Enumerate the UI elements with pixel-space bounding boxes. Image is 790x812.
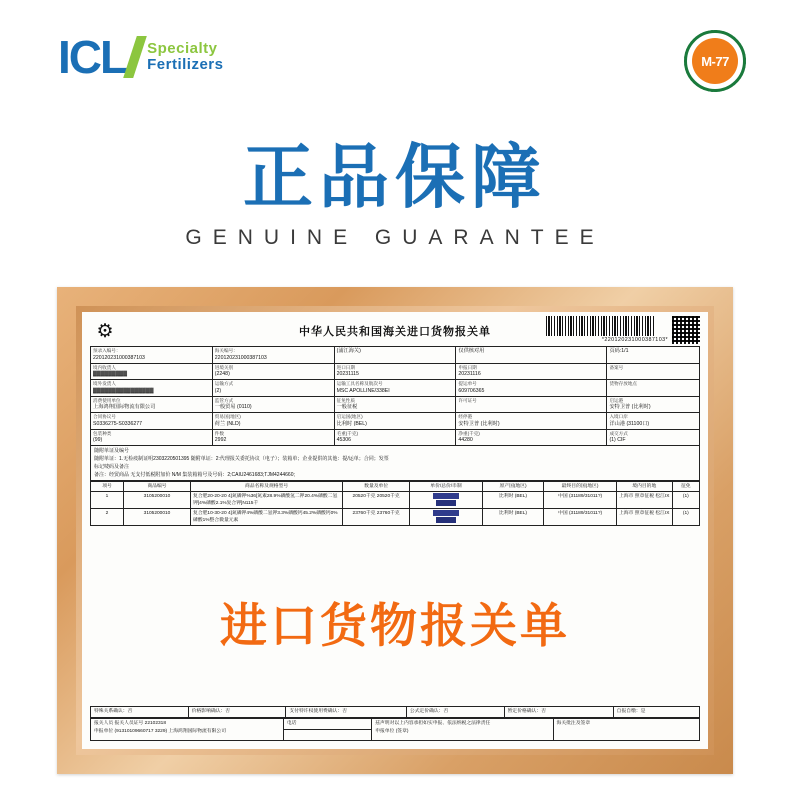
- cell-value: 否: [127, 709, 133, 714]
- cell-trade-country: [212, 413, 334, 430]
- col-price: 单价/总价/币制: [410, 482, 483, 492]
- cell-label: 毛重(千克): [336, 430, 359, 436]
- cell-label: 货物存放地点: [609, 381, 638, 386]
- cell-value: MSC APOLLINE/338EI: [336, 387, 390, 394]
- goods-table: [90, 481, 700, 526]
- table-row: [91, 347, 700, 364]
- cell-provisional-price: [504, 707, 613, 718]
- cell-label: 特殊关系确认：: [94, 709, 128, 714]
- cell-label: 包装种类: [93, 430, 112, 436]
- cell-self-declare: [613, 707, 699, 718]
- cell-hs-code: 3105200010: [124, 492, 191, 509]
- footer-confirm-table: [90, 706, 700, 718]
- cell-bill-no: [456, 380, 607, 397]
- cell-item-no: 2: [91, 509, 124, 526]
- cell-label: 征免性质: [336, 397, 355, 403]
- brand-mark-text: ICL: [58, 31, 127, 83]
- cell-label: 申报日期: [458, 364, 477, 370]
- cell-label: 海关编号：: [214, 348, 238, 353]
- col-goods-name: 商品名称及规格型号: [191, 482, 343, 492]
- cell-consignee: [91, 363, 213, 380]
- cell-label: 消费使用单位: [93, 397, 121, 403]
- cell-value: 2992: [214, 437, 227, 443]
- cell-label: 电话: [287, 721, 297, 726]
- cell-label: 许可证号: [458, 397, 477, 403]
- col-exemption: 征免: [672, 482, 699, 492]
- cell-gross-weight: [334, 429, 456, 446]
- cell-label: 合同协议号: [93, 414, 116, 419]
- cell-label: 价格影响确认：: [191, 709, 226, 714]
- cell-value: 44280: [458, 437, 473, 443]
- cell-label: 境外发货人: [93, 381, 116, 386]
- cell-domestic-dest: 上海市 照章征税 松江IX: [616, 509, 672, 526]
- barcode-number: *220120231000387103*: [601, 337, 668, 343]
- document-footer: [90, 706, 700, 741]
- brand-tagline-line2: Fertilizers: [147, 56, 224, 73]
- customs-declaration-document: [82, 312, 708, 749]
- cell-net-weight: [456, 429, 607, 446]
- col-domestic-dest: 境内目的地: [616, 482, 672, 492]
- cell-departure-port: [607, 396, 700, 413]
- cell-contract-no: [91, 413, 213, 430]
- cell-origin: 比利时 (BEL): [482, 509, 543, 526]
- cell-label: 备案号: [609, 364, 624, 370]
- cell-price: [410, 492, 483, 509]
- declaration-header-table: [90, 346, 700, 446]
- cell-transit-port: [456, 413, 607, 430]
- cell-label: 支付特许权使用费确认：: [289, 709, 343, 714]
- document-frame: [57, 287, 733, 774]
- leaf-icon: [123, 36, 147, 78]
- attached-docs-value: 随附单证：1.无检疫制证明2303220501395 随附单证：2:代理报关委托协议（电子）；装箱单；企业提供的其他：提/运单；合同；发票: [94, 456, 389, 462]
- cell-label: 启运国(地区): [336, 414, 363, 419]
- cell-hs-code: 3105200010: [124, 509, 191, 526]
- cell-label: 境内收货人: [93, 364, 116, 370]
- cell-supervision-mode: [212, 396, 334, 413]
- cell-item-no: 1: [91, 492, 124, 509]
- table-row: [91, 719, 700, 730]
- cell-label: 申报单位: [94, 729, 114, 734]
- document-header: [82, 312, 708, 346]
- table-row: [91, 413, 700, 430]
- table-row: [91, 429, 700, 446]
- attached-docs-label: 随附单证及编号: [94, 448, 130, 454]
- page-subtitle: GENUINE GUARANTEE: [185, 226, 605, 249]
- barcode-icon: [546, 316, 654, 336]
- cell-value: 安特卫普 (比利时): [609, 404, 651, 410]
- cell-phone: [284, 719, 372, 730]
- cell-label: 进境关别: [214, 364, 234, 370]
- cell-label: 提运单号: [458, 381, 477, 386]
- col-item-no: 项号: [91, 482, 124, 492]
- cell-value: 一般贸易 (0110): [214, 404, 252, 410]
- cell-final-dest: 中国 (31189/31011?): [544, 492, 617, 509]
- cell-package-type: [91, 429, 213, 446]
- cell-label: 经停港: [458, 414, 473, 419]
- cell-domestic-dest: 上海市 照章征税 松江IX: [616, 492, 672, 509]
- page-title: 正品保障: [243, 138, 547, 216]
- cell-shipper: [91, 380, 213, 397]
- cell-label: 启运港: [609, 397, 624, 403]
- cell-final-dest: 中国 (31189/31011?): [544, 509, 617, 526]
- cell-price: [410, 509, 483, 526]
- watermark-text: 进口货物报关单: [220, 599, 570, 652]
- cell-exemption: (1): [672, 509, 699, 526]
- cell-label: 运输方式: [214, 381, 234, 386]
- cell-label: 报关人员: [94, 721, 114, 726]
- cell-value: 否: [541, 709, 546, 714]
- cell-customs-office: [334, 347, 456, 364]
- cell-value: 兹声明对以上内容承担如实申报、依法纳税之法律责任: [375, 721, 491, 726]
- cell-value: 否: [443, 709, 449, 714]
- attached-documents-note: [90, 446, 700, 481]
- cell-special-relation: [91, 707, 189, 718]
- cell-value: 一般征税: [336, 404, 358, 410]
- cell-statement: [372, 719, 553, 741]
- cell-consumer-unit: [91, 396, 213, 413]
- customs-emblem-icon: ⚙: [96, 321, 114, 342]
- cell-value: 比利时 (BEL): [336, 420, 367, 427]
- cell-label: 成交方式: [609, 430, 628, 436]
- cell-transport-mode: [212, 380, 334, 397]
- cell-entry-gateway: [607, 413, 700, 430]
- cell-value: 申报单位 (签章): [375, 729, 409, 734]
- footer-signature-table: [90, 718, 700, 741]
- cell-import-date: [334, 363, 456, 380]
- cell-value: 20231115: [336, 371, 359, 377]
- cell-value: 否: [342, 709, 347, 714]
- cell-package-count: [212, 429, 334, 446]
- cell-prerecord: [91, 347, 213, 364]
- cell-goods-name: 复合肥10-30-20 4]氮磷钾4%磷酸二氢钾3.3%磷酸钙45.2%磷酸钙0%磷酸1%整合微量元素: [191, 509, 343, 526]
- cell-vessel: [334, 380, 456, 397]
- cell-value: ▓▓▓▓▓▓▓▓▓▓▓▓▓▓▓▓: [93, 387, 154, 394]
- cell-formula-price: [406, 707, 504, 718]
- cell-value: ▓▓▓▓▓▓▓▓▓: [93, 371, 128, 377]
- qr-code-icon: [672, 316, 700, 344]
- cell-phone-value: [284, 730, 372, 741]
- cell-value: 洋山港 (31100口): [609, 420, 650, 427]
- cell-label: 监管方式: [214, 397, 234, 403]
- cell-value: 220120231000387103: [214, 354, 267, 361]
- cell-customs-no: [212, 347, 334, 364]
- cell-origin: 比利时 (BEL): [482, 492, 543, 509]
- cell-value: 荷兰 (NLD): [214, 420, 241, 427]
- cell-value: 报关人员证号 22102318: [114, 721, 167, 726]
- cell-value: (2248): [214, 371, 230, 377]
- cell-license-no: [456, 396, 607, 413]
- cell-exemption: (1): [672, 492, 699, 509]
- cell-value: (2): [214, 387, 222, 394]
- col-quantity: 数量及单位: [343, 482, 410, 492]
- cell-value: 是: [640, 709, 646, 714]
- table-row: [91, 396, 700, 413]
- cell-value: 609706365: [458, 387, 485, 394]
- cell-verify-note: [456, 347, 607, 364]
- cell-page-number: [607, 347, 700, 364]
- table-header-row: [91, 482, 700, 492]
- frame-bevel: [76, 306, 714, 755]
- cell-label: 件数: [214, 430, 224, 436]
- cell-value: 页码:1/1: [609, 348, 629, 354]
- cell-origin-country: [334, 413, 456, 430]
- cell-label: 进口日期: [336, 364, 355, 370]
- cell-customs-endorsement: [553, 719, 699, 741]
- cell-label: 暂定价格确认：: [507, 709, 542, 714]
- brand-tagline-line1: Specialty: [147, 40, 218, 57]
- cell-label: 自报自缴：: [616, 709, 641, 714]
- seal-ring: [684, 30, 746, 92]
- col-final-dest: 最终目的国(地区): [544, 482, 617, 492]
- table-row: [91, 380, 700, 397]
- certification-seal: [684, 30, 746, 92]
- cell-value: 20231116: [458, 371, 481, 377]
- cell-entry-port: [212, 363, 334, 380]
- cell-label: 净重(千克): [458, 430, 480, 436]
- cell-value: 上海鸿翔国际物流有限公司: [93, 404, 156, 410]
- cell-value: (99): [93, 437, 103, 443]
- cell-label: 贸易国(地区): [214, 414, 241, 419]
- cell-value: S0336275-S0336277: [93, 420, 143, 427]
- cell-label: 运输工具名称及航次号: [336, 381, 383, 386]
- seal-label: M-77: [692, 38, 738, 84]
- brand-tagline: [147, 34, 223, 73]
- cell-value: 45306: [336, 437, 352, 443]
- cell-royalty: [286, 707, 406, 718]
- cell-declarant: [91, 719, 284, 741]
- marks-value: 备注：经贸商品 无支付低税附加价 N/M 集装箱箱号及号码：2;CAIU2461683;TJM4244660;: [94, 472, 295, 478]
- col-origin: 原产国(地区): [482, 482, 543, 492]
- cell-label: 入境口岸: [609, 414, 628, 419]
- cell-declare-date: [456, 363, 607, 380]
- cell-value: 仅供核对用: [458, 348, 485, 354]
- cell-value: 否: [225, 709, 231, 714]
- table-row: [91, 492, 700, 509]
- cell-value: (1) CIF: [609, 437, 626, 443]
- cell-price-influence: [188, 707, 286, 718]
- document-title: 中华人民共和国海关进口货物报关单: [299, 326, 491, 338]
- cell-goods-name: 复合肥20-20-20 4]氮磷钾%36[氮素28.9%磷酸氢二钾20.4%磷酸二氢钾]4%磷酸2.1%复合钾]N115千: [191, 492, 343, 509]
- cell-value: 海关批注及签章: [556, 721, 591, 726]
- cell-quantity: 20520千克 20520千克: [343, 492, 410, 509]
- cell-value: (91310109660717 3229) 上海鸿翔国际物流有限公司: [114, 729, 226, 734]
- table-row: [91, 363, 700, 380]
- table-row: [91, 509, 700, 526]
- cell-quantity: 23760千克 23760千克: [343, 509, 410, 526]
- cell-levy-nature: [334, 396, 456, 413]
- table-row: [91, 707, 700, 718]
- cell-value: 220120231000387103: [93, 354, 145, 361]
- cell-value: 安特卫普 (比利时): [458, 420, 500, 427]
- marks-label: 标记唛码及备注: [94, 464, 130, 470]
- cell-value: (浦江海关): [336, 348, 361, 354]
- brand-logo: [58, 31, 224, 83]
- cell-label: 公式定价确认：: [409, 709, 444, 714]
- cell-storage: [607, 380, 700, 397]
- cell-record-no: [607, 363, 700, 380]
- cell-label: 预录入编号：: [93, 348, 121, 353]
- col-hs-code: 商品编号: [124, 482, 191, 492]
- cell-trade-terms: [607, 429, 700, 446]
